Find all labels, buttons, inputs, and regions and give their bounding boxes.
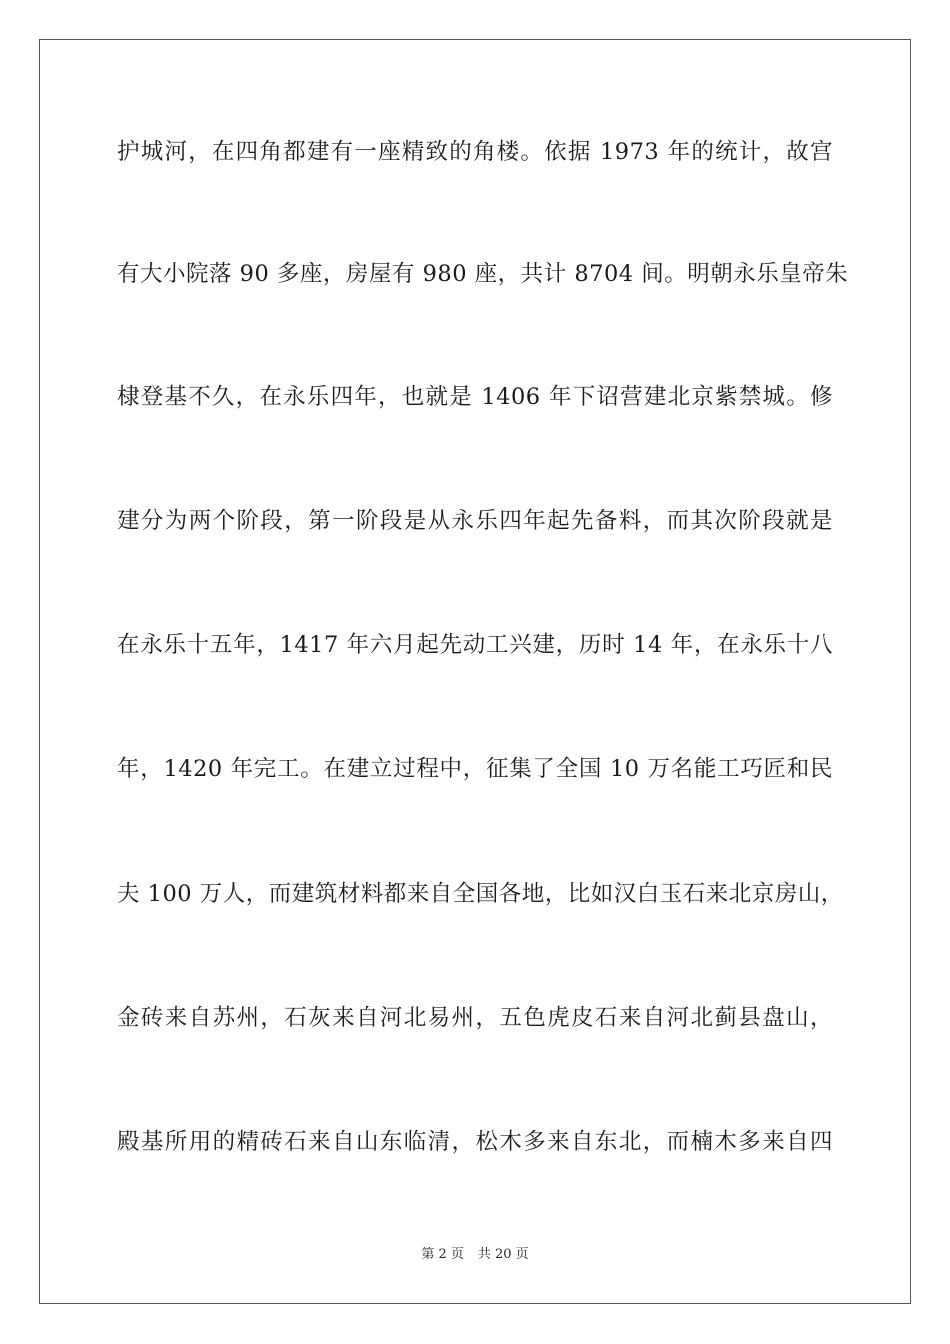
- text-line-5: 在永乐十五年，1417 年六月起先动工兴建，历时 14 年，在永乐十八: [117, 632, 833, 658]
- page-total: 共 20 页: [477, 1247, 529, 1262]
- text-line-9: 殿基所用的精砖石来自山东临清，松木多来自东北，而楠木多来自四: [117, 1129, 833, 1155]
- text-line-8: 金砖来自苏州，石灰来自河北易州，五色虎皮石来自河北蓟县盘山，: [117, 1005, 833, 1031]
- text-line-1: 护城河，在四角都建有一座精致的角楼。依据 1973 年的统计，故宫: [117, 139, 833, 165]
- text-line-7: 夫 100 万人，而建筑材料都来自全国各地，比如汉白玉石来北京房山，: [117, 881, 844, 907]
- page-footer: [0, 1246, 950, 1264]
- text-line-4: 建分为两个阶段，第一阶段是从永乐四年起先备料，而其次阶段就是: [117, 508, 833, 534]
- text-line-3: 棣登基不久，在永乐四年，也就是 1406 年下诏营建北京紫禁城。修: [117, 384, 833, 410]
- text-line-6: 年，1420 年完工。在建立过程中，征集了全国 10 万名能工巧匠和民: [117, 756, 833, 782]
- page-border: [39, 39, 911, 1304]
- text-line-2: 有大小院落 90 多座，房屋有 980 座，共计 8704 间。明朝永乐皇帝朱: [117, 261, 849, 287]
- page-number: 第 2 页: [421, 1247, 464, 1262]
